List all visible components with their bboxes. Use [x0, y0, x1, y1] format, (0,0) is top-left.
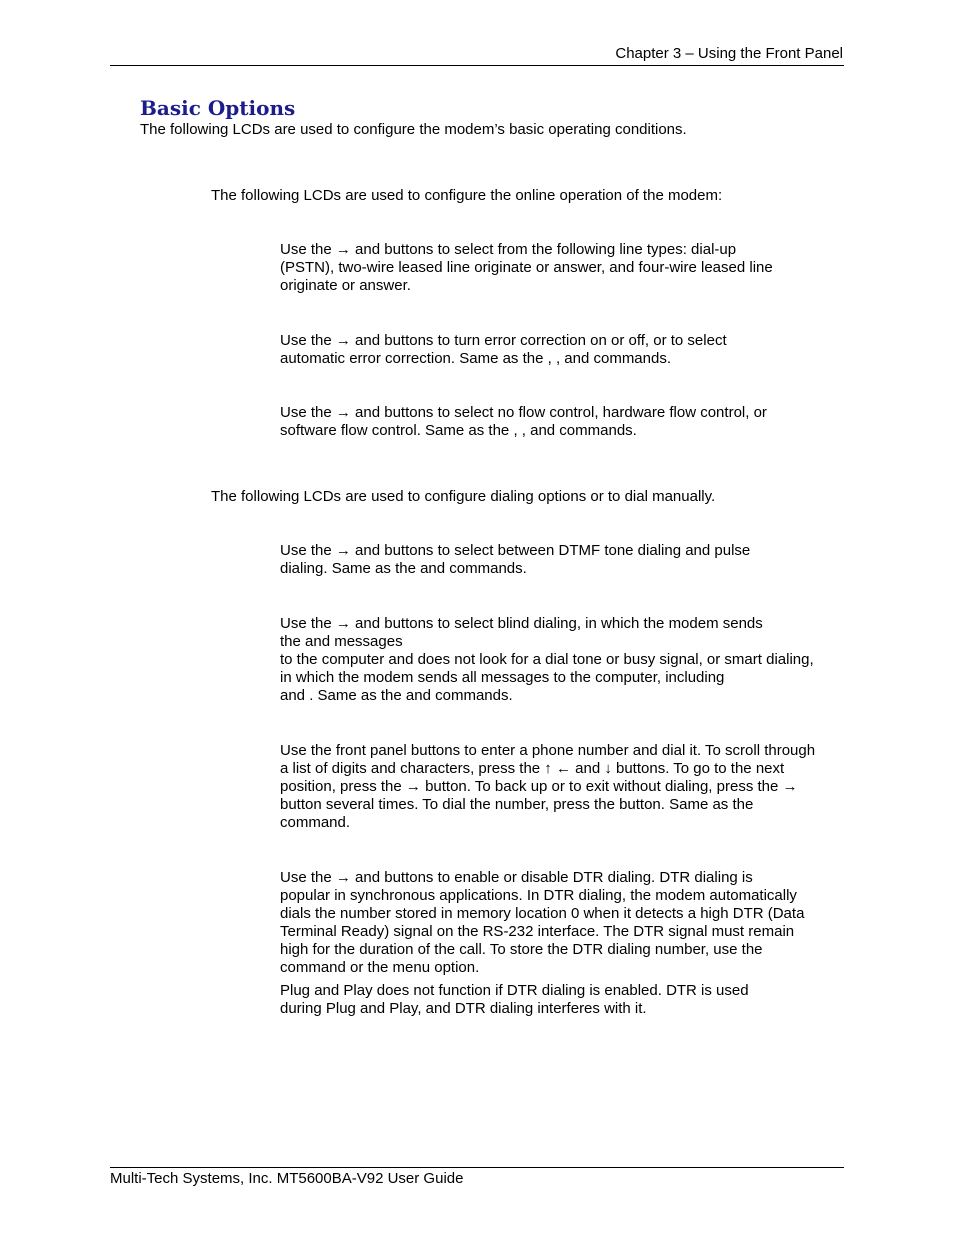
blind-smart-line-2: the and messages: [280, 633, 403, 650]
blind-smart-line-3: to the computer and does not look for a dial tone or busy signal, or smart dialing,: [280, 651, 814, 668]
dtr-dialing-line-5: high for the duration of the call. To store the DTR dialing number, use the: [280, 941, 763, 958]
tone-pulse-paragraph: [280, 542, 750, 578]
blind-smart-line-1: Use the → and buttons to select blind dialing, in which the modem sends: [280, 615, 763, 632]
dial-number-line-4: button several times. To dial the number, press the button. Same as the: [280, 796, 754, 813]
online-intro: The following LCDs are used to configure the online operation of the modem:: [211, 187, 723, 204]
dtr-dialing-line-3: dials the number stored in memory location 0 when it detects a high DTR (Data: [280, 905, 805, 922]
dtr-dialing-line-4: Terminal Ready) signal on the RS-232 interface. The DTR signal must remain: [280, 923, 795, 940]
dial-number-line-1: Use the front panel buttons to enter a phone number and dial it. To scroll through: [280, 742, 816, 759]
error-correction-line-2: automatic error correction. Same as the , , and commands.: [280, 350, 672, 367]
line-type-line-3: originate or answer.: [280, 277, 411, 294]
blind-smart-line-4: in which the modem sends all messages to the computer, including: [280, 669, 725, 686]
line-type-line-1: Use the → and buttons to select from the following line types: dial-up: [280, 241, 737, 258]
flow-control-line-1: Use the → and buttons to select no flow control, hardware flow control, or: [280, 404, 767, 421]
line-type-line-2: (PSTN), two-wire leased line originate or answer, and four-wire leased line: [280, 259, 773, 276]
flow-control-line-2: software flow control. Same as the , , and commands.: [280, 422, 637, 439]
section-title: Basic Options: [140, 96, 296, 120]
line-type-paragraph: [280, 241, 773, 295]
dial-number-line-3: position, press the → button. To back up or to exit without dialing, press the →: [280, 778, 798, 795]
page-footer: Multi-Tech Systems, Inc. MT5600BA-V92 User Guide: [110, 1170, 464, 1187]
dialing-intro: The following LCDs are used to configure dialing options or to dial manually.: [211, 488, 716, 505]
tone-pulse-line-2: dialing. Same as the and commands.: [280, 560, 527, 577]
dtr-dialing-line-1: Use the → and buttons to enable or disable DTR dialing. DTR dialing is: [280, 869, 753, 886]
dial-number-paragraph: [280, 742, 815, 832]
blind-smart-paragraph: [280, 615, 814, 705]
tone-pulse-line-1: Use the → and buttons to select between DTMF tone dialing and pulse: [280, 542, 751, 559]
footer-rule: [110, 1167, 844, 1168]
note-line-2: during Plug and Play, and DTR dialing interferes with it.: [280, 1000, 647, 1017]
dtr-dialing-line-6: command or the menu option.: [280, 959, 480, 976]
error-correction-paragraph: [280, 332, 727, 368]
note-paragraph: [280, 982, 749, 1018]
dtr-dialing-line-2: popular in synchronous applications. In DTR dialing, the modem automatically: [280, 887, 797, 904]
blind-smart-line-5: and . Same as the and commands.: [280, 687, 513, 704]
section-intro: The following LCDs are used to configure the modem’s basic operating conditions.: [140, 121, 687, 138]
header-rule: [110, 65, 844, 66]
flow-control-paragraph: [280, 404, 767, 440]
note-line-1: Plug and Play does not function if DTR dialing is enabled. DTR is used: [280, 982, 749, 999]
error-correction-line-1: Use the → and buttons to turn error correction on or off, or to select: [280, 332, 727, 349]
dial-number-line-2: a list of digits and characters, press the ↑ ← and ↓ buttons. To go to the next: [280, 760, 785, 777]
page-header-chapter: Chapter 3 – Using the Front Panel: [615, 45, 843, 62]
dial-number-line-5: command.: [280, 814, 351, 831]
dtr-dialing-paragraph: [280, 869, 804, 977]
